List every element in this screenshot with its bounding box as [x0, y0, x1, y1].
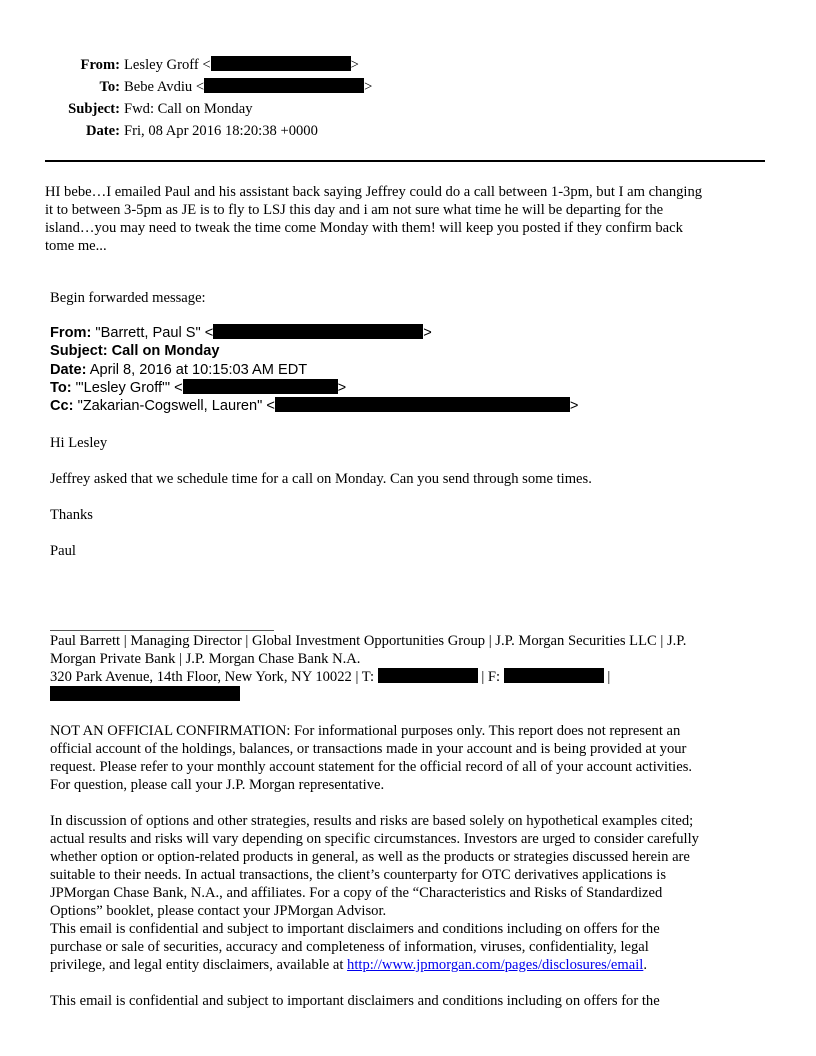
fw-subject-label: Subject: — [50, 343, 108, 360]
fw-subject-value: Call on Monday — [111, 343, 220, 360]
fw-to-value: "'Lesley Groff'" < — [75, 379, 183, 396]
header-subject-value: Fwd: Call on Monday — [124, 101, 253, 117]
message-thanks: Thanks — [50, 507, 93, 523]
disclaimer-1-line-1: NOT AN OFFICIAL CONFIRMATION: For informational purposes only. This report does not represent an — [50, 723, 681, 739]
fw-cc-close: > — [569, 398, 579, 415]
disclaimer-2-line-3: whether option or option-related products in general, as well as the products or strategies discussed herein are — [50, 849, 690, 865]
header-date-row — [0, 120, 372, 142]
fw-subject-row — [50, 342, 578, 360]
disclaimer-3-line-2: purchase or sale of securities, accuracy and completeness of information, viruses, confidentiality, legal — [50, 939, 649, 955]
fw-cc-value: "Zakarian-Cogswell, Lauren" < — [77, 398, 275, 415]
header-date-value: Fri, 08 Apr 2016 18:20:38 +0000 — [124, 123, 318, 139]
header-date-label: Date: — [85, 123, 120, 139]
disclosures-link[interactable]: http://www.jpmorgan.com/pages/disclosures/email — [347, 957, 644, 973]
fw-cc-label: Cc: — [50, 398, 74, 415]
header-to-close: > — [364, 79, 373, 95]
header-from-label: From: — [80, 57, 120, 73]
signature-address: 320 Park Avenue, 14th Floor, New York, NY 10022 | T: — [50, 669, 375, 685]
fw-date-label: Date: — [50, 361, 87, 378]
header-from-value: Lesley Groff < — [124, 57, 211, 73]
signature-email-row — [50, 686, 240, 704]
disclaimer-2-line-6: Options” booklet, please contact your JPMorgan Advisor. — [50, 903, 387, 919]
fw-from-value: "Barrett, Paul S" < — [95, 325, 214, 341]
fw-from-close: > — [423, 325, 432, 341]
header-from-close: > — [350, 57, 359, 73]
fw-from-row — [50, 324, 578, 342]
begin-forwarded-label: Begin forwarded message: — [50, 290, 206, 306]
disclaimer-2-line-1: In discussion of options and other strategies, results and risks are based solely on hypothetical examples cited; — [50, 813, 694, 829]
disclaimer-2-line-4: suitable to their needs. In actual transactions, the client’s counterparty for OTC derivatives applications is — [50, 867, 666, 883]
disclaimer-3-line-3 — [50, 956, 647, 974]
disclaimer-1-line-4: For question, please call your J.P. Morgan representative. — [50, 777, 385, 793]
body-line-3: island…you may need to tweak the time come Monday with them! will keep you posted if they confirm back — [45, 220, 683, 236]
signature-end-sep: | — [603, 669, 611, 685]
fw-to-row — [50, 379, 578, 397]
signature-line-1: Paul Barrett | Managing Director | Global Investment Opportunities Group | J.P. Morgan Securities LLC | J.P. — [50, 633, 687, 649]
disclaimer-3-line-3-end: . — [643, 957, 647, 973]
fw-date-row — [50, 361, 578, 379]
header-to-row — [0, 76, 372, 98]
redaction-box — [183, 379, 338, 394]
header-subject-row — [0, 98, 372, 120]
redaction-box — [204, 78, 364, 93]
signature-divider — [50, 630, 274, 631]
fw-to-close: > — [337, 379, 347, 396]
email-header — [0, 54, 372, 142]
fw-from-label: From: — [50, 325, 92, 341]
disclaimer-2-line-2: actual results and risks will vary depending on specific circumstances. Investors are urged to consider carefully — [50, 831, 699, 847]
disclaimer-4-line-1: This email is confidential and subject to important disclaimers and conditions including on offers for the — [50, 993, 660, 1009]
disclaimer-1-line-3: request. Please refer to your monthly account statement for the official record of all of your account activities. — [50, 759, 693, 775]
message-text: Jeffrey asked that we schedule time for a call on Monday. Can you send through some times. — [50, 471, 592, 487]
body-line-1: HI bebe…I emailed Paul and his assistant back saying Jeffrey could do a call between 1-3pm, but I am changing — [45, 184, 703, 200]
fw-date-value: April 8, 2016 at 10:15:03 AM EDT — [89, 361, 308, 378]
fw-cc-row — [50, 397, 578, 415]
disclaimer-1-line-2: official account of the holdings, balances, or transactions made in your account and is being provided at your — [50, 741, 687, 757]
body-line-4: tome me... — [45, 238, 107, 254]
redaction-box — [504, 668, 604, 683]
disclaimer-2-line-5: JPMorgan Chase Bank, N.A., and affiliates. For a copy of the “Characteristics and Risks of Standardized — [50, 885, 663, 901]
signature-address-row — [50, 668, 610, 686]
header-to-label: To: — [99, 79, 120, 95]
disclaimer-3-line-1: This email is confidential and subject to important disclaimers and conditions including on offers for the — [50, 921, 660, 937]
redaction-box — [50, 686, 240, 701]
signature-line-2: Morgan Private Bank | J.P. Morgan Chase Bank N.A. — [50, 651, 361, 667]
header-subject-label: Subject: — [68, 101, 120, 117]
fw-to-label: To: — [50, 379, 72, 396]
redaction-box — [378, 668, 478, 683]
message-signoff: Paul — [50, 543, 76, 559]
body-line-2: it to between 3-5pm as JE is to fly to LSJ this day and i am not sure what time he will be departing for the — [45, 202, 664, 218]
header-to-value: Bebe Avdiu < — [124, 79, 205, 95]
signature-fax-label: | F: — [477, 669, 501, 685]
forwarded-header — [50, 324, 578, 415]
disclaimer-3-line-3-text: privilege, and legal entity disclaimers, available at — [50, 957, 348, 973]
redaction-box — [275, 397, 570, 412]
header-divider — [45, 160, 765, 162]
redaction-box — [211, 56, 351, 71]
redaction-box — [213, 324, 423, 339]
message-greeting: Hi Lesley — [50, 435, 108, 451]
header-from-row — [0, 54, 372, 76]
